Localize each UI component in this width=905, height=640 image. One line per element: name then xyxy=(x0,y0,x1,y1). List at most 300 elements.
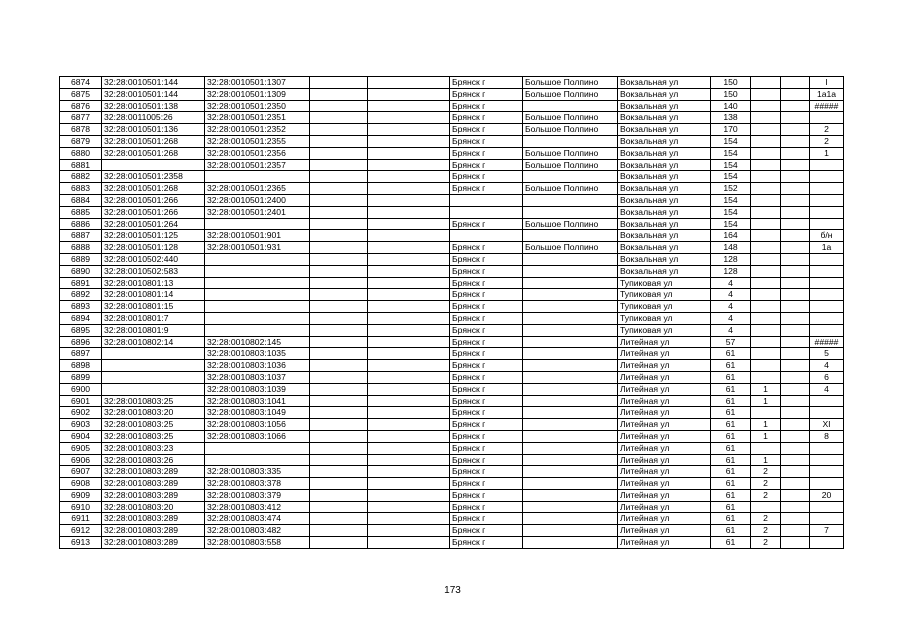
table-row xyxy=(60,77,844,89)
table-cell xyxy=(310,383,368,395)
table-cell: 4 xyxy=(810,360,844,372)
table-cell xyxy=(523,407,618,419)
table-cell: 164 xyxy=(711,230,751,242)
table-cell: 57 xyxy=(711,336,751,348)
table-cell xyxy=(810,253,844,265)
table-cell: 6883 xyxy=(60,183,102,195)
table-cell: 6886 xyxy=(60,218,102,230)
table-cell xyxy=(310,407,368,419)
table-row xyxy=(60,419,844,431)
table-cell: 32:28:0010501:2400 xyxy=(205,194,310,206)
table-cell xyxy=(310,124,368,136)
table-cell: Брянск г xyxy=(450,124,523,136)
table-cell: Брянск г xyxy=(450,442,523,454)
table-cell xyxy=(368,312,450,324)
table-cell: 6882 xyxy=(60,171,102,183)
table-cell xyxy=(781,360,810,372)
table-cell: 6896 xyxy=(60,336,102,348)
table-cell: 32:28:0010803:474 xyxy=(205,513,310,525)
table-cell xyxy=(781,336,810,348)
table-cell: Литейная ул xyxy=(618,383,711,395)
table-cell: 32:28:0010803:1049 xyxy=(205,407,310,419)
table-cell xyxy=(751,183,781,195)
table-cell: Большое Полпино xyxy=(523,124,618,136)
table-cell xyxy=(523,360,618,372)
table-cell xyxy=(205,289,310,301)
table-cell: 32:28:0010803:1036 xyxy=(205,360,310,372)
table-cell xyxy=(810,442,844,454)
table-cell xyxy=(102,348,205,360)
table-row xyxy=(60,159,844,171)
table-cell: 6894 xyxy=(60,312,102,324)
table-cell xyxy=(523,395,618,407)
table-cell xyxy=(781,501,810,513)
table-row xyxy=(60,253,844,265)
table-cell xyxy=(810,478,844,490)
table-cell: 2 xyxy=(751,525,781,537)
table-cell: 32:28:0010803:1041 xyxy=(205,395,310,407)
table-cell: 32:28:0010501:125 xyxy=(102,230,205,242)
table-cell xyxy=(523,289,618,301)
table-cell xyxy=(751,135,781,147)
table-cell: 32:28:0010501:268 xyxy=(102,135,205,147)
table-cell xyxy=(781,513,810,525)
table-cell xyxy=(310,466,368,478)
table-cell xyxy=(310,501,368,513)
table-cell xyxy=(810,289,844,301)
table-cell: Брянск г xyxy=(450,289,523,301)
table-cell: 32:28:0010803:289 xyxy=(102,513,205,525)
table-row xyxy=(60,289,844,301)
table-cell: Литейная ул xyxy=(618,442,711,454)
table-row xyxy=(60,430,844,442)
table-cell xyxy=(810,194,844,206)
table-cell xyxy=(781,383,810,395)
table-cell xyxy=(310,289,368,301)
table-cell: Брянск г xyxy=(450,336,523,348)
table-row xyxy=(60,147,844,159)
table-cell: Брянск г xyxy=(450,454,523,466)
table-cell xyxy=(523,171,618,183)
table-cell xyxy=(368,265,450,277)
table-cell: Брянск г xyxy=(450,513,523,525)
table-cell: Брянск г xyxy=(450,312,523,324)
table-cell: 6879 xyxy=(60,135,102,147)
table-cell xyxy=(810,112,844,124)
table-cell xyxy=(751,501,781,513)
table-cell: 6900 xyxy=(60,383,102,395)
table-cell: 32:28:0010501:2358 xyxy=(102,171,205,183)
table-cell: Большое Полпино xyxy=(523,218,618,230)
table-row xyxy=(60,371,844,383)
table-cell xyxy=(523,466,618,478)
table-cell xyxy=(781,407,810,419)
table-cell: 32:28:0010802:145 xyxy=(205,336,310,348)
table-cell: 154 xyxy=(711,206,751,218)
table-cell: 32:28:0010803:25 xyxy=(102,430,205,442)
table-cell: 32:28:0010802:14 xyxy=(102,336,205,348)
table-cell: 32:28:0010501:2355 xyxy=(205,135,310,147)
table-cell: 32:28:0010501:264 xyxy=(102,218,205,230)
table-cell: 6910 xyxy=(60,501,102,513)
table-row xyxy=(60,537,844,549)
table-cell xyxy=(368,336,450,348)
cadastral-table xyxy=(59,76,844,549)
table-cell: Литейная ул xyxy=(618,360,711,372)
table-cell: 32:28:0010501:144 xyxy=(102,88,205,100)
table-cell: Литейная ул xyxy=(618,419,711,431)
table-cell xyxy=(368,135,450,147)
table-cell: 32:28:0010803:1056 xyxy=(205,419,310,431)
table-cell xyxy=(310,230,368,242)
table-cell xyxy=(310,171,368,183)
table-cell: Брянск г xyxy=(450,88,523,100)
table-cell xyxy=(205,442,310,454)
table-cell: 32:28:0010803:1039 xyxy=(205,383,310,395)
table-cell xyxy=(523,100,618,112)
table-cell xyxy=(368,478,450,490)
table-cell: 150 xyxy=(711,77,751,89)
table-cell: 32:28:0010501:138 xyxy=(102,100,205,112)
table-cell xyxy=(523,501,618,513)
table-row xyxy=(60,324,844,336)
table-cell: 61 xyxy=(711,419,751,431)
table-cell xyxy=(751,301,781,313)
table-cell: Вокзальная ул xyxy=(618,183,711,195)
table-cell: 6905 xyxy=(60,442,102,454)
table-cell: 32:28:0010501:931 xyxy=(205,242,310,254)
table-cell xyxy=(368,289,450,301)
table-cell: Тупиковая ул xyxy=(618,289,711,301)
table-cell xyxy=(751,289,781,301)
table-cell: 32:28:0010502:583 xyxy=(102,265,205,277)
table-cell xyxy=(310,489,368,501)
table-cell xyxy=(368,371,450,383)
table-cell xyxy=(781,147,810,159)
table-cell: 4 xyxy=(711,324,751,336)
table-cell xyxy=(810,324,844,336)
table-cell xyxy=(310,360,368,372)
table-cell xyxy=(523,513,618,525)
table-cell: 6897 xyxy=(60,348,102,360)
table-cell: 32:28:0010803:558 xyxy=(205,537,310,549)
table-cell: 61 xyxy=(711,466,751,478)
table-cell: 6881 xyxy=(60,159,102,171)
table-cell: Брянск г xyxy=(450,489,523,501)
table-cell xyxy=(310,419,368,431)
table-cell xyxy=(310,253,368,265)
table-cell: 154 xyxy=(711,171,751,183)
table-cell: 6901 xyxy=(60,395,102,407)
table-cell xyxy=(523,336,618,348)
table-row xyxy=(60,312,844,324)
table-cell: Брянск г xyxy=(450,77,523,89)
table-cell xyxy=(523,265,618,277)
table-row xyxy=(60,501,844,513)
table-cell: 6874 xyxy=(60,77,102,89)
table-cell xyxy=(450,230,523,242)
table-cell xyxy=(368,124,450,136)
table-cell: ##### xyxy=(810,336,844,348)
table-cell: 32:28:0010501:266 xyxy=(102,194,205,206)
table-cell xyxy=(310,242,368,254)
table-cell xyxy=(368,525,450,537)
table-cell xyxy=(368,537,450,549)
table-cell: 4 xyxy=(711,289,751,301)
table-cell: 61 xyxy=(711,395,751,407)
table-row xyxy=(60,171,844,183)
table-row xyxy=(60,230,844,242)
table-cell xyxy=(781,124,810,136)
table-cell: Тупиковая ул xyxy=(618,301,711,313)
table-cell xyxy=(523,194,618,206)
table-cell xyxy=(310,277,368,289)
table-cell xyxy=(810,183,844,195)
table-cell: 32:28:0010803:335 xyxy=(205,466,310,478)
table-cell: Литейная ул xyxy=(618,454,711,466)
table-cell: 32:28:0010501:1309 xyxy=(205,88,310,100)
table-cell: Брянск г xyxy=(450,112,523,124)
table-cell xyxy=(523,253,618,265)
table-cell xyxy=(368,77,450,89)
table-cell: 1 xyxy=(810,147,844,159)
table-cell: Литейная ул xyxy=(618,395,711,407)
table-cell xyxy=(751,277,781,289)
table-cell: 6893 xyxy=(60,301,102,313)
table-row xyxy=(60,135,844,147)
table-cell xyxy=(810,407,844,419)
table-row xyxy=(60,513,844,525)
table-cell: 32:28:0010801:7 xyxy=(102,312,205,324)
table-cell xyxy=(751,147,781,159)
table-cell: Литейная ул xyxy=(618,430,711,442)
table-row xyxy=(60,442,844,454)
table-cell xyxy=(310,135,368,147)
table-cell: Брянск г xyxy=(450,277,523,289)
table-cell: Вокзальная ул xyxy=(618,218,711,230)
table-cell: Брянск г xyxy=(450,183,523,195)
table-cell: 32:28:0010501:2352 xyxy=(205,124,310,136)
table-cell: 32:28:0010801:13 xyxy=(102,277,205,289)
table-cell: 1а xyxy=(810,242,844,254)
table-cell: Брянск г xyxy=(450,348,523,360)
table-cell: 61 xyxy=(711,478,751,490)
table-cell xyxy=(368,230,450,242)
table-cell: 6878 xyxy=(60,124,102,136)
table-cell: 32:28:0010501:2357 xyxy=(205,159,310,171)
table-cell xyxy=(810,466,844,478)
table-row xyxy=(60,395,844,407)
table-cell xyxy=(751,100,781,112)
table-cell: Брянск г xyxy=(450,360,523,372)
table-row xyxy=(60,277,844,289)
table-cell xyxy=(523,324,618,336)
table-cell: Брянск г xyxy=(450,371,523,383)
table-cell: 128 xyxy=(711,265,751,277)
table-cell: 6895 xyxy=(60,324,102,336)
table-cell xyxy=(368,501,450,513)
table-cell: Брянск г xyxy=(450,301,523,313)
table-row xyxy=(60,218,844,230)
table-cell: 6904 xyxy=(60,430,102,442)
table-cell: 61 xyxy=(711,360,751,372)
table-cell xyxy=(781,324,810,336)
table-cell: Вокзальная ул xyxy=(618,124,711,136)
table-cell xyxy=(751,194,781,206)
table-cell: 32:28:0010803:482 xyxy=(205,525,310,537)
table-cell xyxy=(751,124,781,136)
table-cell xyxy=(205,277,310,289)
table-cell: 6906 xyxy=(60,454,102,466)
table-cell xyxy=(310,147,368,159)
table-cell: Большое Полпино xyxy=(523,77,618,89)
table-cell: Брянск г xyxy=(450,100,523,112)
table-cell: 32:28:0010501:2350 xyxy=(205,100,310,112)
table-cell xyxy=(205,312,310,324)
table-cell: 32:28:0010501:268 xyxy=(102,147,205,159)
table-cell xyxy=(368,183,450,195)
table-cell: б/н xyxy=(810,230,844,242)
table-cell xyxy=(205,171,310,183)
table-cell xyxy=(810,277,844,289)
table-cell: 6902 xyxy=(60,407,102,419)
table-row xyxy=(60,454,844,466)
table-cell: 6908 xyxy=(60,478,102,490)
table-cell: 32:28:0010803:289 xyxy=(102,537,205,549)
table-cell xyxy=(310,218,368,230)
table-cell xyxy=(368,383,450,395)
table-cell: Литейная ул xyxy=(618,466,711,478)
table-cell xyxy=(523,371,618,383)
table-cell: 138 xyxy=(711,112,751,124)
table-cell xyxy=(781,489,810,501)
table-cell xyxy=(310,324,368,336)
table-cell xyxy=(368,466,450,478)
table-cell: 32:28:0010501:2356 xyxy=(205,147,310,159)
table-cell xyxy=(310,194,368,206)
table-cell: Большое Полпино xyxy=(523,242,618,254)
table-cell: Брянск г xyxy=(450,501,523,513)
table-cell xyxy=(751,265,781,277)
table-cell: Литейная ул xyxy=(618,537,711,549)
table-cell xyxy=(205,301,310,313)
table-cell xyxy=(781,218,810,230)
table-cell: 61 xyxy=(711,442,751,454)
table-cell xyxy=(810,537,844,549)
table-cell xyxy=(810,395,844,407)
table-cell xyxy=(205,265,310,277)
table-cell xyxy=(781,371,810,383)
table-cell: Литейная ул xyxy=(618,513,711,525)
table-cell xyxy=(310,206,368,218)
table-cell: 6909 xyxy=(60,489,102,501)
table-cell xyxy=(523,454,618,466)
table-cell xyxy=(368,324,450,336)
table-cell: Вокзальная ул xyxy=(618,265,711,277)
table-cell xyxy=(781,395,810,407)
table-cell: 6887 xyxy=(60,230,102,242)
table-cell xyxy=(523,478,618,490)
table-cell: XI xyxy=(810,419,844,431)
table-cell xyxy=(523,383,618,395)
table-cell: Вокзальная ул xyxy=(618,88,711,100)
table-cell xyxy=(523,348,618,360)
table-cell: 6903 xyxy=(60,419,102,431)
table-cell xyxy=(310,478,368,490)
table-cell: Брянск г xyxy=(450,430,523,442)
table-cell: Вокзальная ул xyxy=(618,171,711,183)
table-cell: Брянск г xyxy=(450,218,523,230)
table-cell xyxy=(751,206,781,218)
table-cell xyxy=(781,159,810,171)
table-cell xyxy=(781,100,810,112)
table-row xyxy=(60,183,844,195)
table-cell xyxy=(310,301,368,313)
table-cell: ##### xyxy=(810,100,844,112)
table-cell xyxy=(810,159,844,171)
table-cell xyxy=(810,513,844,525)
table-cell xyxy=(781,525,810,537)
table-cell: 140 xyxy=(711,100,751,112)
table-cell: 20 xyxy=(810,489,844,501)
table-cell xyxy=(368,253,450,265)
table-cell: Литейная ул xyxy=(618,501,711,513)
table-cell xyxy=(751,324,781,336)
table-cell xyxy=(751,348,781,360)
table-cell: Вокзальная ул xyxy=(618,242,711,254)
table-cell: 61 xyxy=(711,348,751,360)
table-row xyxy=(60,407,844,419)
table-cell xyxy=(368,112,450,124)
table-cell: Литейная ул xyxy=(618,489,711,501)
table-cell xyxy=(523,135,618,147)
table-cell xyxy=(102,371,205,383)
table-cell: 4 xyxy=(810,383,844,395)
table-cell xyxy=(781,301,810,313)
table-cell xyxy=(781,206,810,218)
table-cell: 6889 xyxy=(60,253,102,265)
table-cell xyxy=(781,466,810,478)
table-row xyxy=(60,348,844,360)
table-cell: Брянск г xyxy=(450,159,523,171)
table-cell xyxy=(523,537,618,549)
table-cell xyxy=(310,430,368,442)
table-cell xyxy=(368,147,450,159)
table-cell: 32:28:0010803:20 xyxy=(102,501,205,513)
table-cell: Вокзальная ул xyxy=(618,194,711,206)
table-cell: Литейная ул xyxy=(618,371,711,383)
table-cell: 150 xyxy=(711,88,751,100)
table-cell: Вокзальная ул xyxy=(618,230,711,242)
table-cell: 154 xyxy=(711,147,751,159)
table-cell xyxy=(781,135,810,147)
table-cell xyxy=(810,206,844,218)
table-cell: 6899 xyxy=(60,371,102,383)
table-cell: Вокзальная ул xyxy=(618,253,711,265)
table-cell: 1а1а xyxy=(810,88,844,100)
table-cell xyxy=(523,312,618,324)
table-cell xyxy=(205,253,310,265)
table-cell: 6891 xyxy=(60,277,102,289)
table-cell xyxy=(368,360,450,372)
table-cell: 61 xyxy=(711,371,751,383)
table-cell xyxy=(523,206,618,218)
table-cell: 2 xyxy=(810,124,844,136)
table-cell: 32:28:0010501:2351 xyxy=(205,112,310,124)
table-cell: 61 xyxy=(711,407,751,419)
table-cell xyxy=(751,253,781,265)
table-cell xyxy=(310,454,368,466)
